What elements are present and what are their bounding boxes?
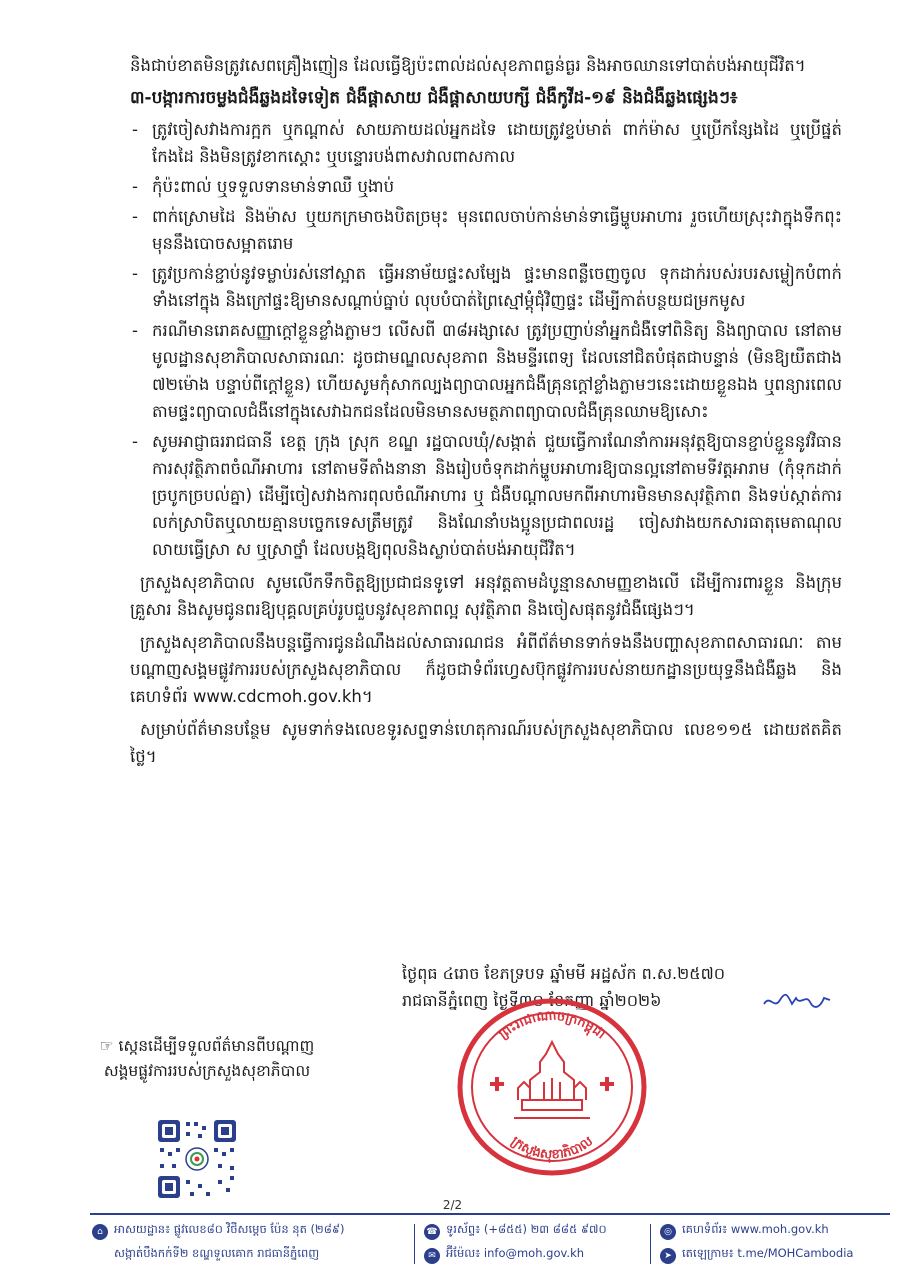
qr-caption: ☞ ស្កេនដើម្បីទទួលព័ត៌មានពីបណ្តាញសង្គមផ្លូវការរបស់ក្រសួងសុខាភិបាល — [99, 1037, 315, 1080]
location-icon: ⌂ — [92, 1224, 108, 1240]
intro-paragraph: និងជាប់ខាតមិនត្រូវសេពគ្រឿងញៀន ដែលធ្វើឱ្យប៉ះពាល់ដល់សុខភាពធ្ងន់ធ្ងរ និងអាចឈានទៅបាត់បង់អាយុជីវិត។ — [130, 56, 806, 75]
document-body — [130, 52, 842, 776]
footer-divider — [90, 1213, 890, 1215]
list-item: - ត្រូវចៀសវាងការក្អក ឬកណ្តាស់ សាយភាយដល់អ្នកដទៃ ដោយត្រូវខ្ទប់មាត់ ពាក់ម៉ាស ឬប្រើកន្សែងដៃ ឬប្រើផ្នត់កែងដៃ និងមិនត្រូវខាកស្តោះ ឬបន្ទោរបង់ពាសវាលពាសកាល — [130, 116, 842, 170]
temple-emblem — [514, 1042, 590, 1118]
qr-code[interactable] — [156, 1118, 238, 1200]
section-heading: ៣-បង្ការការចម្លងជំងឺឆ្លងដទៃទៀត ជំងឺផ្តាសាយ ជំងឺផ្តាសាយបក្សី ជំងឺកូវីដ-១៩ និងជំងឺឆ្លងផ្សេងៗ៖ — [130, 88, 738, 108]
footer-address-line1: អាសយដ្ឋាន៖ ផ្លូវលេខ៨០ វិថីសម្តេច ប៉ែន នុត (២៨៩) — [114, 1222, 345, 1236]
footer-telegram[interactable]: តេឡេក្រាម៖ t.me/MOHCambodia — [682, 1246, 854, 1260]
seal-top-text: ព្រះរាជាណាចក្រកម្ពុជា — [496, 1008, 608, 1043]
seal-bottom-text: ក្រសួងសុខាភិបាល — [508, 1133, 596, 1163]
footer-separator — [414, 1224, 415, 1264]
email-icon: ✉ — [424, 1248, 440, 1264]
list-item: - ករណីមានរោគសញ្ញាក្តៅខ្លួនខ្លាំងភ្លាមៗ លើសពី ៣៨អង្សាសេ ត្រូវប្រញាប់នាំអ្នកជំងឺទៅពិនិត្យ និងព្យាបាល នៅតាមមូលដ្ឋានសុខាភិបាលសាធារណៈ ដូចជាមណ្ឌលសុខភាព និងមន្ទីរពេទ្យ ដែលនៅជិតបំផុតជាបន្ទាន់ (មិនឱ្យយឺតជាង ៧២ម៉ោង បន្ទាប់ពីក្តៅខ្លួន) ហើយសូមកុំសាកល្បងព្យាបាលអ្នកជំងឺគ្រុនក្តៅខ្លាំងភ្លាមៗនេះដោយខ្លួនឯង ឬពន្យារពេលតាមផ្ទះព្យាបាលជំងឺនៅក្នុងសេវាឯកជនដែលមិនមានសមត្ថភាពព្យាបាលជំងឺគ្រុនឈាមឱ្យសោះ — [130, 317, 842, 425]
phone-icon: ☎ — [424, 1224, 440, 1240]
footer-website[interactable]: គេហទំព័រ៖ www.moh.gov.kh — [682, 1222, 829, 1236]
ministry-seal-stamp — [452, 992, 652, 1178]
telegram-icon: ➤ — [660, 1248, 676, 1264]
list-item: - សូមអាជ្ញាធររាជធានី ខេត្ត ក្រុង ស្រុក ខណ្ឌ រដ្ឋបាលឃុំ/សង្កាត់ ជួយធ្វើការណែនាំការអនុវត្តឱ្យបានខ្ជាប់ខ្ជួននូវវិធានការសុវត្ថិភាពចំណីអាហារ នៅតាមទីតាំងនានា និងរៀបចំទុកដាក់ម្ហូបអាហារឱ្យបានល្អនៅតាមទីវត្តអារាម (កុំទុកដាក់ច្របូកច្របល់គ្នា) ដើម្បីចៀសវាងការពុលចំណីអាហារ ឬ ជំងឺបណ្តាលមកពីអាហារមិនមានសុវត្ថិភាព និងទប់ស្កាត់ការលក់ស្រាបិតឬលាយគ្មានបច្ចេកទេសត្រឹមត្រូវ និងណែនាំបងប្អូនប្រជាពលរដ្ឋ ចៀសវាងយកសារធាតុមេតាណុល លាយធ្វើស្រា ស ឬស្រាថ្នាំ ដែលបង្កឱ្យពុលនិងស្លាប់បាត់បង់អាយុជីវិត។ — [130, 428, 842, 563]
inform-paragraph: ក្រសួងសុខាភិបាលនឹងបន្តធ្វើការជូនដំណឹងដល់សាធារណជន អំពីព័ត៌មានទាក់ទងនឹងបញ្ហាសុខភាពសាធារណៈ តាមបណ្តាញសង្គមផ្លូវការរបស់ក្រសួងសុខាភិបាល ក៏ដូចជាទំព័រហ្វេសប៊ុកផ្លូវការរបស់នាយកដ្ឋានប្រយុទ្ធនឹងជំងឺឆ្លង និងគេហទំព័រ www.cdcmoh.gov.kh។ — [130, 633, 842, 706]
handwritten-signature — [762, 990, 832, 1012]
footer-address-line2: សង្កាត់បឹងកក់ទី២ ខណ្ឌទួលគោក រាជធានីភ្នំពេញ — [114, 1246, 320, 1260]
solar-date: រាជធានីភ្នំពេញ ថ្ងៃទី៣០ ខែកញ្ញា ឆ្នាំ២០២៦ — [402, 991, 662, 1010]
advice-list — [130, 116, 842, 563]
hotline-paragraph: សម្រាប់ព័ត៌មានបន្ថែម សូមទាក់ទងលេខទូរសព្ទទាន់ហេតុការណ៍របស់ក្រសួងសុខាភិបាល លេខ១១៥ ដោយឥតគិតថ្លៃ។ — [130, 720, 842, 766]
footer-phone: ទូរស័ព្ទ៖ (+៨៥៥) ២៣ ៨៨៥ ៩៧០ — [446, 1222, 607, 1236]
lunar-date: ថ្ងៃពុធ ៤រោច ខែភទ្របទ ឆ្នាំមមី អដ្ឋស័ក ព.ស.២៥៧០ — [402, 964, 726, 983]
footer-email[interactable]: អ៊ីម៉ែល៖ info@moh.gov.kh — [446, 1246, 585, 1260]
page-number: 2/2 — [442, 1198, 463, 1212]
list-item: - កុំប៉ះពាល់ ឬទទួលទានមាន់ទាឈឺ ឬងាប់ — [130, 173, 842, 200]
list-item: - ពាក់ស្រោមដៃ និងម៉ាស ឬយកក្រមាចងបិតច្រមុះ មុនពេលចាប់កាន់មាន់ទាធ្វើម្ហូបអាហារ រួចហើយស្រុះវាក្នុងទឹកពុះមុននឹងបោចសម្អាតរោម — [130, 203, 842, 257]
letterhead-footer — [90, 1220, 890, 1272]
footer-separator — [650, 1224, 651, 1264]
list-item: - ត្រូវប្រកាន់ខ្ជាប់នូវទម្លាប់រស់នៅស្អាត ធ្វើអនាម័យផ្ទះសម្បែង ផ្ទះមានពន្លឺចេញចូល ទុកដាក់របស់របរសម្លៀកបំពាក់ទាំងនៅក្នុង និងក្រៅផ្ទះឱ្យមានសណ្តាប់ធ្នាប់ លុបបំបាត់ព្រៃស្មៅម្តុំជុំវិញផ្ទះ ដើម្បីកាត់បន្ថយជម្រកមូស — [130, 260, 842, 314]
globe-icon: ◎ — [660, 1224, 676, 1240]
encourage-paragraph: ក្រសួងសុខាភិបាល សូមលើកទឹកចិត្តឱ្យប្រជាជនទូទៅ អនុវត្តតាមដំបូន្មានសាមញ្ញខាងលើ ដើម្បីការពារខ្លួន និងក្រុមគ្រួសារ និងសូមជូនពរឱ្យបុគ្គលគ្រប់រូបជួបនូវសុខភាពល្អ សុវត្ថិភាព និងចៀសផុតនូវជំងឺផ្សេងៗ។ — [130, 573, 842, 619]
